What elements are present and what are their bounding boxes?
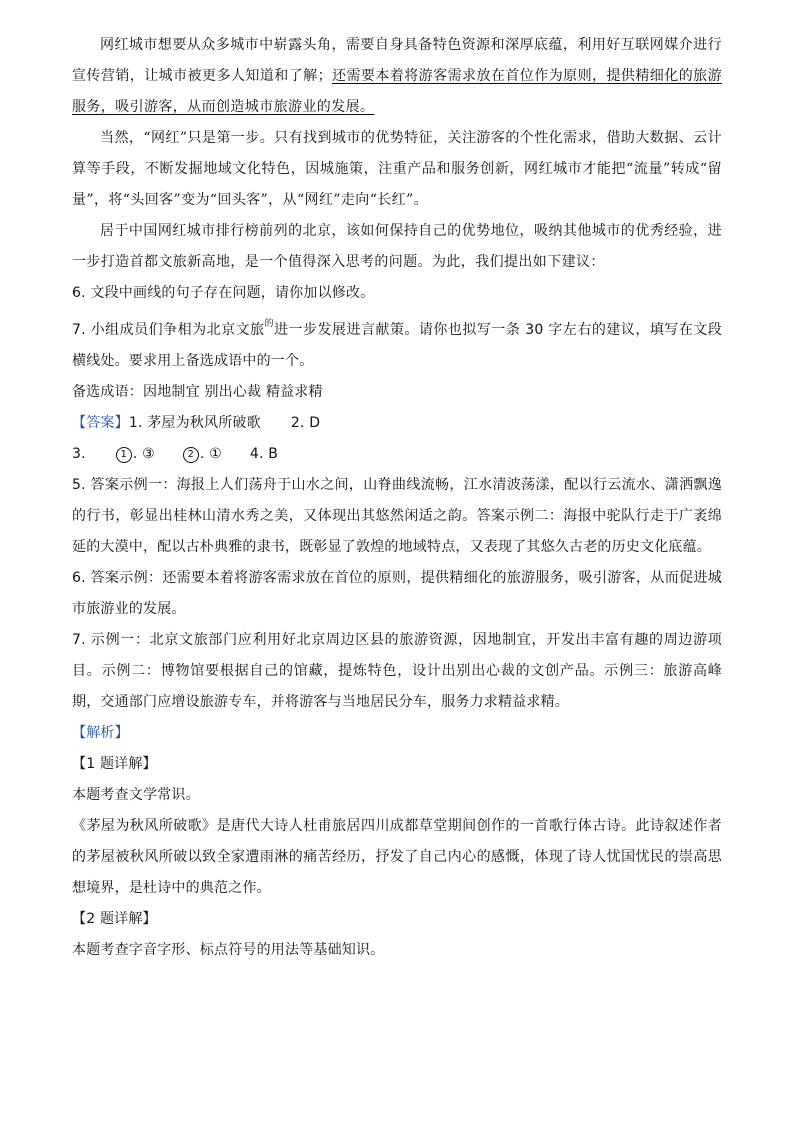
passage-paragraph-2: 当然，“网红”只是第一步。只有找到城市的优势特征，关注游客的个性化需求，借助大数据、云计算等手段，不断发掘地域文化特色，因城施策，注重产品和服务创新，网红城市才能把“流量”转成“留量”，将“头回客”变为“回头客”，从“网红”走向“长红”。: [72, 130, 722, 208]
question-7-text-b: 进一步发展进言献策。请你也拟写一条 30 字左右的建议，填写在文段横线处。要求用上备选成语中的一个。: [72, 322, 722, 369]
answer-5: 5. 答案示例一：海报上人们荡舟于山水之间，山脊曲线流畅，江水清波荡漾，配以行云流水、潇洒飘逸的行书，彰显出桂林山清水秀之美，又体现出其悠然闲适之韵。答案示例二：海报中驼队行走于广袤绵延的大漠中，配以古朴典雅的隶书，既彰显了敦煌的地域特点，又表现了其悠久古老的历史文化底蕴。: [72, 477, 722, 555]
detail-2-text-1: 本题考查字音字形、标点符号的用法等基础知识。: [72, 942, 385, 958]
question-7: [72, 309, 722, 377]
analysis-section: [72, 718, 722, 966]
analysis-label: 【解析】: [72, 725, 129, 741]
circled-number-1-icon: 1: [116, 447, 132, 463]
answer-1: 1. 茅屋为秋风所破歌: [128, 415, 261, 431]
reading-passage: [72, 30, 722, 278]
answer-line-1: [72, 408, 722, 439]
underlined-sentence: 还需要本着将游客需求放在首位作为原则，提供精细化的旅游服务，吸引游客，从而创造城市旅游业的发展。: [72, 68, 722, 115]
answer-line-2: [72, 439, 722, 470]
question-7-text-a: 7. 小组成员们争相为北京文旅: [72, 322, 265, 338]
answer-label: 【答案】: [72, 415, 129, 431]
detail-1-title: 【1 题详解】: [72, 756, 157, 772]
detail-1-text-2: 《茅屋为秋风所破歌》是唐代大诗人杜甫旅居四川成都草堂期间创作的一首歌行体古诗。此诗叙述作者的茅屋被秋风所破以致全家遭雨淋的痛苦经历，抒发了自己内心的感慨，体现了诗人忧国忧民的崇高思想境界，是杜诗中的典范之作。: [72, 818, 722, 896]
answer-6: 6. 答案示例：还需要本着将游客需求放在首位的原则，提供精细化的旅游服务，吸引游客，从而促进城市旅游业的发展。: [72, 570, 722, 617]
idiom-options: 备选成语：因地制宜 别出心裁 精益求精: [72, 384, 323, 400]
question-7-superscript: 的: [264, 319, 275, 329]
answer-3-number: 3.: [72, 446, 86, 462]
passage-text: 网红城市想要从众多城市中崭露头角，需要自身具备特色资源和深厚底蕴，利用好互联网媒介进行宣传营销，让城市被更多人知道和了解；: [72, 37, 722, 84]
question-6: 6. 文段中画线的句子存在问题，请你加以修改。: [72, 285, 375, 301]
answer-4: 4. B: [249, 446, 279, 462]
answer-3-part-2: . ①: [199, 446, 222, 462]
circled-number-2-icon: 2: [183, 447, 199, 463]
answer-3-part-1: . ③: [132, 446, 155, 462]
document-page: [72, 30, 722, 966]
answer-2: 2. D: [290, 415, 321, 431]
detail-2-title: 【2 题详解】: [72, 911, 157, 927]
detail-1-text-1: 本题考查文学常识。: [72, 787, 200, 803]
passage-paragraph-3: 居于中国网红城市排行榜前列的北京，该如何保持自己的优势地位，吸纳其他城市的优秀经验，进一步打造首都文旅新高地，是一个值得深入思考的问题。为此，我们提出如下建议：: [72, 223, 722, 270]
answer-section: [72, 408, 722, 718]
questions-section: [72, 278, 722, 408]
answer-7: 7. 示例一：北京文旅部门应利用好北京周边区县的旅游资源，因地制宜，开发出丰富有趣的周边游项目。示例二：博物馆要根据自己的馆藏，提炼特色，设计出别出心裁的文创产品。示例三：旅游高峰期，交通部门应增设旅游专车，并将游客与当地居民分车，服务力求精益求精。: [72, 632, 722, 710]
passage-paragraph-1: [72, 30, 722, 123]
